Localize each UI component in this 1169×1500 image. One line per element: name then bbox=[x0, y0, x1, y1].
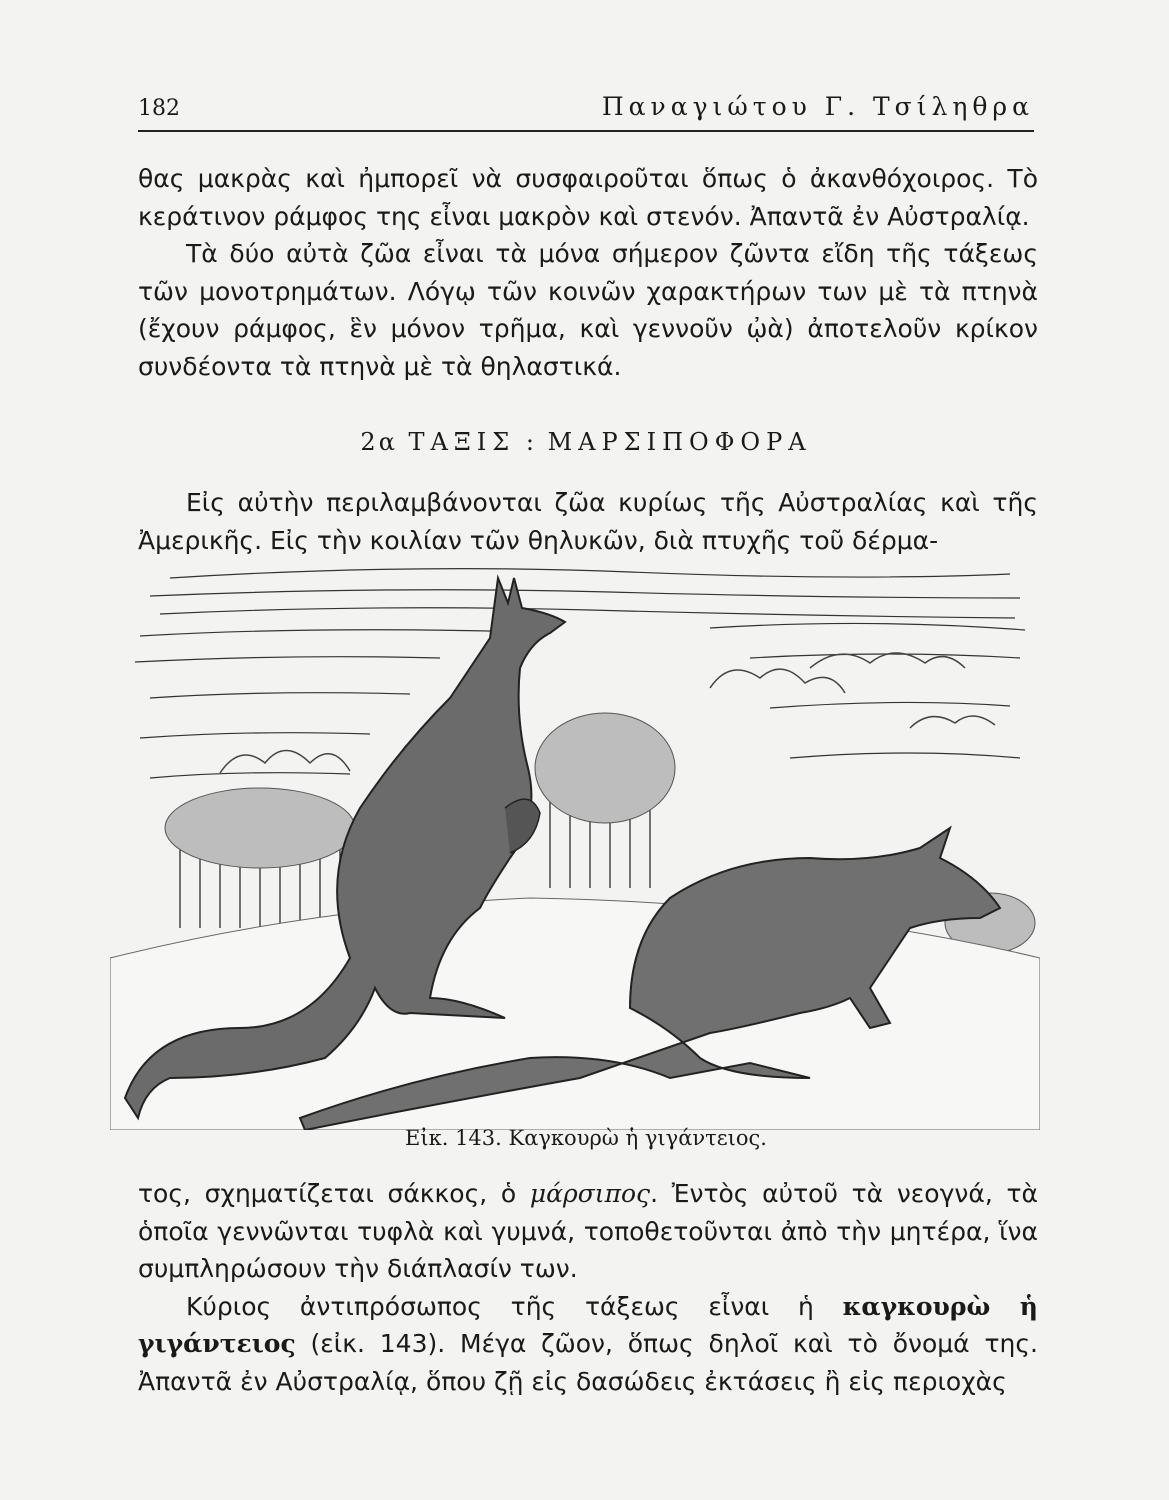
paragraph-monotremes: Τὰ δύο αὐτὰ ζῶα εἶναι τὰ μόνα σήμερον ζῶντα εἴδη τῆς τάξεως τῶν μονοτρημάτων. Λόγῳ τῶν κοινῶν χαρακτήρων των μὲ τὰ πτηνὰ (ἔχουν ράμφος, ἓν μόνον τρῆμα, καὶ γεννοῦν ᾠὰ) ἀποτελοῦν κρίκον συνδέοντα τὰ πτηνὰ μὲ τὰ θηλαστικά. bbox=[138, 239, 1038, 381]
figure-caption: Εἰκ. 143. Καγκουρὼ ἡ γιγάντειος. bbox=[405, 1126, 767, 1150]
paragraph-continuation: θας μακρὰς καὶ ἠμπορεῖ νὰ συσφαιροῦται ὅπως ὁ ἀκανθόχοιρος. Τὸ κεράτινον ράμφος της εἶναι μακρὸν καὶ στενόν. Ἀπαντᾶ ἐν Αὐστραλίᾳ. bbox=[138, 164, 1038, 231]
kangaroo-illustration bbox=[110, 558, 1040, 1130]
header-rule bbox=[138, 130, 1034, 132]
paragraph-giant-kangaroo bbox=[138, 1288, 1038, 1401]
running-head: Παναγιώτου Γ. Τσίληθρα bbox=[601, 92, 1034, 121]
section-intro-block bbox=[138, 484, 1038, 559]
section-heading bbox=[138, 428, 1034, 456]
page-header bbox=[138, 92, 1034, 132]
kangaroo-text-start: Κύριος ἀντιπρόσωπος τῆς τάξεως εἶναι ἡ bbox=[186, 1291, 843, 1321]
marsupium-text-start: τος, σχηματίζεται σάκκος, ὁ bbox=[138, 1179, 530, 1208]
section-separator: : bbox=[525, 428, 537, 456]
marsupium-term: μάρσιπος bbox=[529, 1179, 651, 1208]
paragraph-marsupium bbox=[138, 1175, 1038, 1288]
marsupium-text-end: . Ἐντὸς αὐτοῦ τὰ νεογνά, τὰ ὁποῖα γεννῶνται τυφλὰ καὶ γυμνά, τοποθετοῦνται ἀπὸ τὴν μητέρα, ἵνα συμπληρώσουν τὴν διάπλασίν των. bbox=[138, 1179, 1039, 1283]
bottom-text-block bbox=[138, 1175, 1038, 1400]
paragraph-section-intro: Εἰς αὐτὴν περιλαμβάνονται ζῶα κυρίως τῆς Αὐστραλίας καὶ τῆς Ἀμερικῆς. Εἰς τὴν κοιλίαν τῶν θηλυκῶν, διὰ πτυχῆς τοῦ δέρμα- bbox=[138, 488, 1038, 555]
top-text-block bbox=[138, 160, 1038, 385]
section-name: ΜΑΡΣΙΠΟΦΟΡΑ bbox=[547, 428, 812, 456]
kangaroo-term: καγκουρὼ ἡ γιγάντειος bbox=[138, 1291, 1038, 1358]
kangaroo-text-end: (εἰκ. 143). Μέγα ζῶον, ὅπως δηλοῖ καὶ τὸ ὄνομά της. Ἀπαντᾶ ἐν Αὐστραλίᾳ, ὅπου ζῇ εἰς δασώδεις ἐκτάσεις ἢ εἰς περιοχὰς bbox=[138, 1329, 1038, 1396]
section-number: 2α bbox=[360, 428, 398, 456]
kangaroo-drawing bbox=[110, 558, 1040, 1130]
page-number: 182 bbox=[138, 96, 180, 121]
section-label: ΤΑΞΙΣ bbox=[408, 428, 516, 456]
